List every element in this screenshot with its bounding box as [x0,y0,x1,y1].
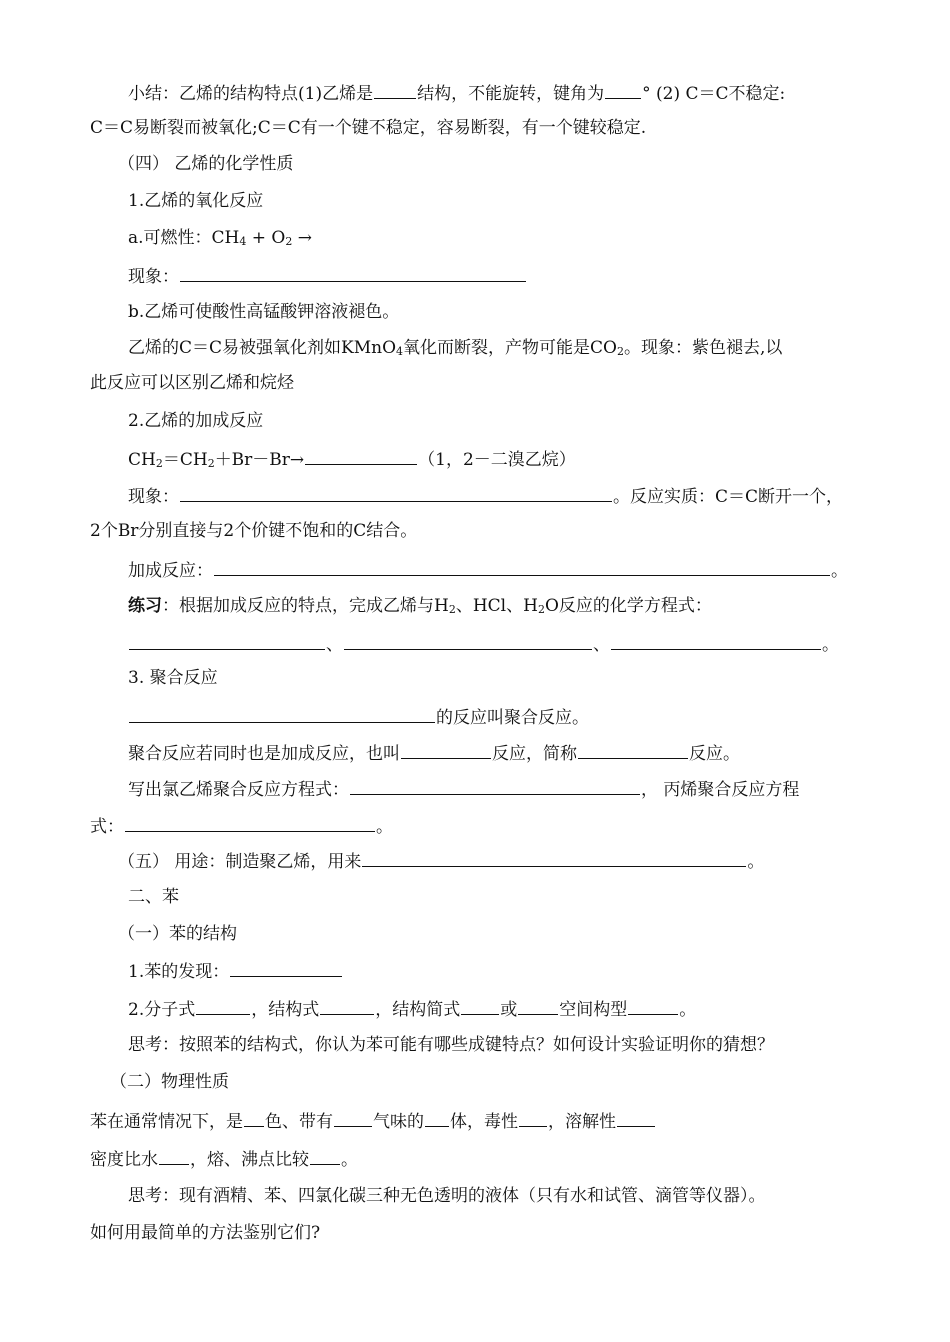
blank[interactable] [344,631,592,650]
polymerization-line-4 [90,813,870,839]
text: （五） 用途：制造聚乙烯，用来 [118,852,362,872]
oxidation-heading: 1.乙烯的氧化反应 [128,191,264,211]
text: 反应，简称 [492,744,577,764]
exercise-label: 练习 [128,596,162,616]
text: 。 [376,817,393,837]
benzene-discovery [128,958,870,984]
addition-definition [128,557,870,583]
subscript: 2 [155,457,163,470]
section-5-uses [118,848,870,874]
text: 。现象：紫色褪去,以 [623,338,783,358]
blank[interactable] [310,1146,340,1165]
text: 。 [747,852,765,872]
text: O反应的化学方程式： [544,596,712,616]
blank[interactable] [362,848,746,867]
label: 加成反应： [128,561,213,581]
blank[interactable] [214,557,830,576]
blank[interactable] [611,631,821,650]
blank[interactable] [244,1108,264,1127]
text: 聚合反应若同时也是加成反应，也叫 [128,744,400,764]
text: ＋Br－Br→ [214,450,305,470]
think-question-1: 思考：按照苯的结构式，你认为苯可能有哪些成键特点？如何设计实验证明你的猜想？ [128,1035,774,1055]
text: ，溶解性 [548,1112,616,1132]
text: ＝CH [162,450,208,470]
text: 反应。 [689,744,740,764]
text: 或 [500,1000,518,1020]
kmno4-heading: b.乙烯可使酸性高锰酸钾溶液褪色。 [128,302,400,322]
label: 现象： [128,267,179,287]
blank[interactable] [305,446,417,465]
text: 的反应叫聚合反应。 [436,708,589,728]
blank[interactable] [180,263,526,282]
benzene-formula-line [128,996,870,1022]
blank[interactable] [125,813,375,832]
bromine-equation [128,446,870,472]
blank[interactable] [617,1108,655,1127]
combustion-line [128,226,870,250]
blank[interactable] [425,1108,449,1127]
text: 、HCl、H [455,596,538,616]
text: 2.分子式 [128,1000,196,1020]
text: 。 [341,1150,358,1170]
physical-properties-line-1 [90,1108,870,1134]
subscript: 2 [537,603,545,616]
subscript: 2 [207,457,215,470]
text: 。 [679,1000,697,1020]
subscript: 2 [616,345,624,358]
polymerization-line-3 [128,776,870,802]
text: 小结：乙烯的结构特点(1)乙烯是 [128,84,374,104]
subscript: 4 [396,345,404,358]
blank[interactable] [374,80,416,99]
benzene-title: 二、苯 [128,887,179,907]
think-question-2-line-2: 如何用最简单的方法鉴别它们? [90,1223,321,1243]
kmno4-para-1 [128,336,870,360]
blank[interactable] [129,631,325,650]
blank[interactable] [320,996,374,1015]
exercise-line [128,594,870,618]
subscript: 2 [448,603,456,616]
text: 氧化而断裂，产物可能是CO [403,338,617,358]
blank[interactable] [461,996,499,1015]
polymerization-heading: 3. 聚合反应 [128,668,218,688]
bromine-explanation: 2个Br分别直接与2个价键不饱和的C结合。 [90,521,418,541]
blank[interactable] [196,996,250,1015]
blank[interactable] [578,740,688,759]
text: 气味的 [373,1112,424,1132]
text: + O [246,228,286,248]
text: 。 [822,635,839,655]
text: CH [128,450,156,470]
blank[interactable] [628,996,678,1015]
physical-properties-line-2 [90,1146,870,1172]
text: 、 [326,635,343,655]
blank[interactable] [350,776,640,795]
text: 苯在通常情况下，是 [90,1112,243,1132]
text: 。反应实质：C＝C断开一个， [613,487,844,507]
text: 、 [593,635,610,655]
text: ，熔、沸点比较 [190,1150,309,1170]
text: 体，毒性 [450,1112,518,1132]
benzene-structure-heading: （一）苯的结构 [118,924,237,944]
addition-heading: 2.乙烯的加成反应 [128,411,264,431]
blank[interactable] [518,996,558,1015]
subscript: 4 [239,235,247,248]
phenomenon-line-1 [128,263,870,289]
summary-line-1 [128,80,870,106]
text: 空间构型 [559,1000,628,1020]
text: a.可燃性：CH [128,228,240,248]
phenomenon-line-2 [128,483,870,509]
text: ：根据加成反应的特点，完成乙烯与H [162,596,449,616]
text: （1，2－二溴乙烷） [418,450,576,470]
think-question-2-line-1: 思考：现有酒精、苯、四氯化碳三种无色透明的液体（只有水和试管、滴管等仪器）。 [128,1186,766,1206]
blank[interactable] [519,1108,547,1127]
blank[interactable] [230,958,342,977]
text: 密度比水 [90,1150,158,1170]
text: 1.苯的发现： [128,962,230,982]
section-4-heading: （四） 乙烯的化学性质 [118,154,294,174]
blank[interactable] [129,704,435,723]
text: ° (2) C＝C不稳定: [642,84,786,104]
blank[interactable] [159,1146,189,1165]
exercise-blanks [128,631,870,657]
text: ，结构简式 [375,1000,461,1020]
text: 式： [90,817,124,837]
blank[interactable] [334,1108,372,1127]
text: ，结构式 [251,1000,320,1020]
physical-properties-heading: （二）物理性质 [110,1072,229,1092]
blank[interactable] [605,80,641,99]
polymerization-line-2 [128,740,870,766]
label: 现象： [128,487,179,507]
text: 。 [831,561,848,581]
blank[interactable] [401,740,491,759]
blank[interactable] [180,483,612,502]
summary-line-2: C＝C易断裂而被氧化;C＝C有一个键不稳定，容易断裂，有一个键较稳定. [90,118,647,138]
text: 乙烯的C＝C易被强氧化剂如KMnO [128,338,397,358]
text: 结构，不能旋转，键角为 [417,84,605,104]
text: → [292,228,313,248]
subscript: 2 [285,235,293,248]
text: 写出氯乙烯聚合反应方程式： [128,780,349,800]
polymerization-definition [128,704,870,730]
kmno4-para-2: 此反应可以区别乙烯和烷烃 [90,373,294,393]
text: 色、带有 [265,1112,333,1132]
text: ， 丙烯聚合反应方程 [641,780,800,800]
